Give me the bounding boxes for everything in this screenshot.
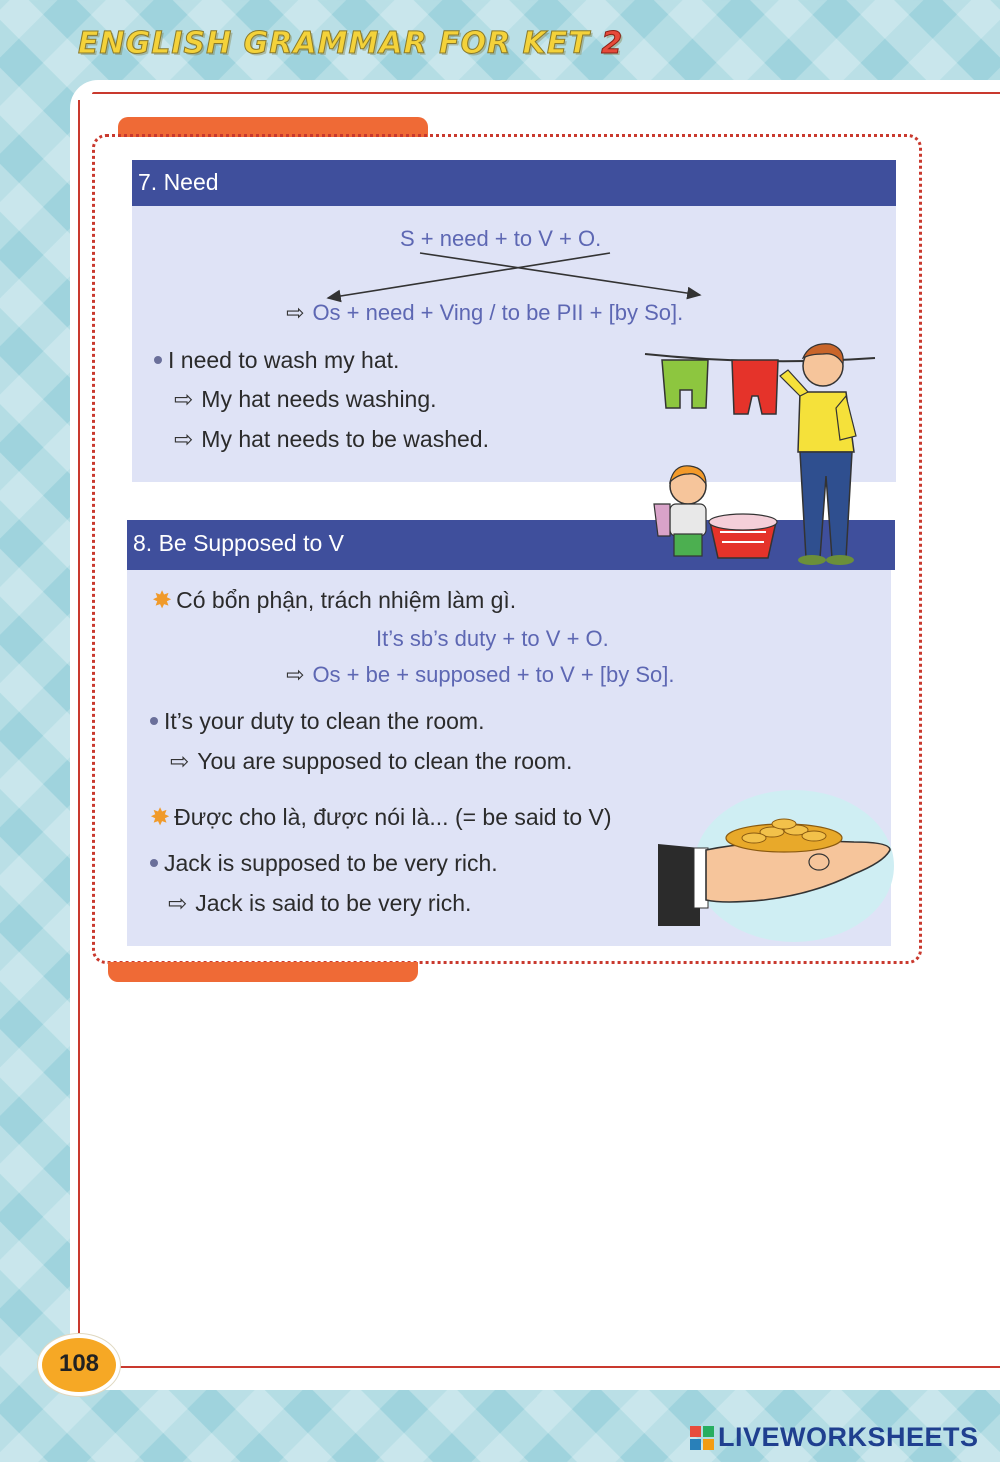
- bullet-icon: [150, 717, 158, 725]
- result-text: My hat needs to be washed.: [201, 426, 489, 452]
- coins-hand-illustration: [654, 790, 894, 948]
- meaning-text: Có bổn phận, trách nhiệm làm gì.: [176, 587, 517, 613]
- brand-watermark[interactable]: LIVEWORKSHEETS: [718, 1422, 979, 1452]
- liveworksheets-logo-icon: [690, 1426, 714, 1450]
- formula-passive: Os + need + Ving / to be PII + [by So].: [312, 300, 684, 325]
- bullet-icon: [150, 859, 158, 867]
- formula-passive-line: [286, 300, 683, 326]
- page-number: 108: [58, 1350, 100, 1377]
- book-title-text: ENGLISH GRAMMAR FOR KET: [78, 26, 590, 61]
- book-title: [78, 26, 623, 61]
- page-border: [78, 100, 80, 1370]
- meaning-line: [152, 586, 516, 615]
- formula-active: It’s sb’s duty + to V + O.: [376, 626, 609, 651]
- section-8-title: 8. Be Supposed to V: [133, 530, 344, 556]
- arrow-icon: ⇨: [170, 748, 190, 774]
- result-line: [174, 386, 437, 413]
- example-line: [154, 347, 399, 374]
- result-text: You are supposed to clean the room.: [197, 748, 573, 774]
- meaning-text: Được cho là, được nói là... (= be said to V): [174, 804, 612, 830]
- formula-passive: Os + be + supposed + to V + [by So].: [312, 662, 675, 687]
- arrow-icon: ⇨: [174, 386, 194, 412]
- bullet-icon: [154, 356, 162, 364]
- book-volume: 2: [601, 26, 624, 61]
- result-line: [168, 890, 471, 917]
- example-line: [150, 708, 484, 735]
- page-border: [92, 92, 1000, 94]
- formula-passive-line: [286, 662, 674, 688]
- example-line: [150, 850, 498, 877]
- result-line: [174, 426, 489, 453]
- section-7-header: [132, 160, 896, 206]
- example-text: Jack is supposed to be very rich.: [164, 850, 498, 876]
- result-text: Jack is said to be very rich.: [195, 890, 472, 916]
- formula-active: S + need + to V + O.: [400, 226, 602, 251]
- arrow-icon: ⇨: [286, 662, 305, 687]
- laundry-illustration: [640, 336, 890, 572]
- page-border: [118, 1366, 1000, 1368]
- star-icon: ✸: [150, 804, 171, 831]
- result-text: My hat needs washing.: [201, 386, 437, 412]
- result-line: [170, 748, 572, 775]
- arrow-icon: ⇨: [286, 300, 305, 325]
- meaning-line: [150, 803, 612, 832]
- arrow-icon: ⇨: [168, 890, 188, 916]
- example-text: It’s your duty to clean the room.: [164, 708, 485, 734]
- decorative-tab: [108, 962, 418, 982]
- example-text: I need to wash my hat.: [168, 347, 400, 373]
- arrow-icon: ⇨: [174, 426, 194, 452]
- transform-arrows: [320, 248, 710, 308]
- star-icon: ✸: [152, 587, 173, 614]
- section-7-title: 7. Need: [138, 169, 219, 195]
